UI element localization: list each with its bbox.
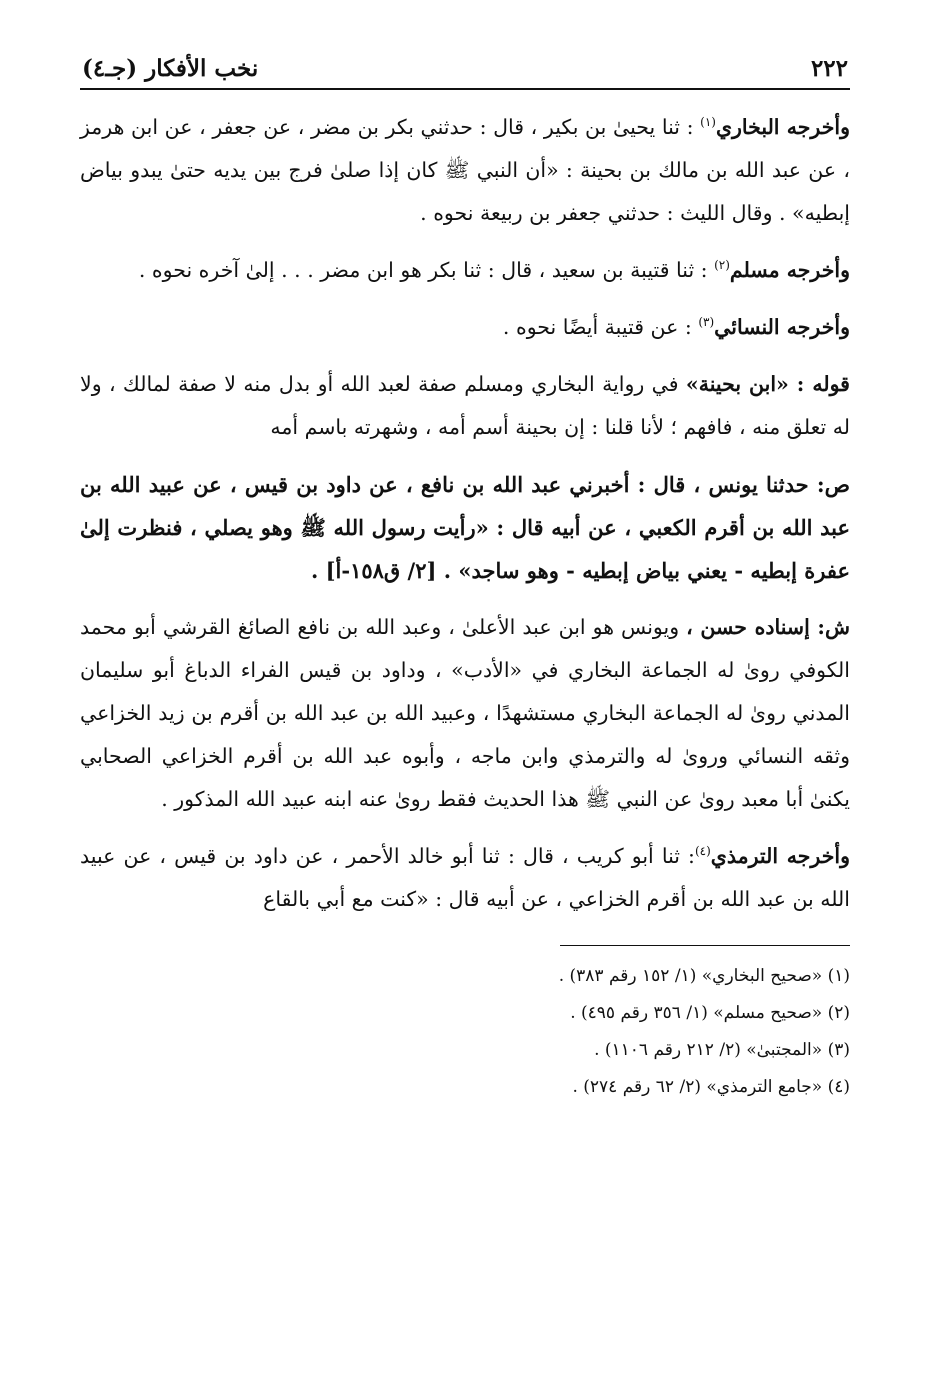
paragraph-text: ويونس هو ابن عبد الأعلىٰ ، وعبد الله بن نافع الصائغ القرشي أبو محمد الكوفي روىٰ له الجماعة البخاري في «الأدب» ، وداود بن قيس الفراء الدباغ أبو سليمان المدني روىٰ له الجماعة البخاري مستشهدًا ، وعبيد الله بن عبد الله بن أقرم بن زيد الخزاعي وثقه النسائي وروىٰ له والترمذي وابن ماجه ، وأبوه عبد الله بن أقرم الخزاعي الصحابي يكنىٰ أبا معبد روىٰ عن النبي ﷺ هذا الحديث فقط روىٰ عنه ابنه عبيد الله المذكور . bbox=[80, 615, 850, 811]
header-rule bbox=[80, 88, 850, 90]
footnote-ref: (٢) bbox=[714, 258, 730, 273]
paragraph-lead: ش: إسناده حسن ، bbox=[686, 615, 851, 639]
paragraph-text: : ثنا قتيبة بن سعيد ، قال : ثنا بكر هو ابن مضر . . . إلىٰ آخره نحوه . bbox=[138, 258, 715, 282]
footnotes bbox=[80, 958, 850, 1106]
paragraph-nasai bbox=[80, 306, 850, 349]
paragraph-text: : ثنا يحيىٰ بن بكير ، قال : حدثني بكر بن مضر ، عن جعفر ، عن ابن هرمز ، عن عبد الله بن مالك بن بحينة : «أن النبي ﷺ كان إذا صلىٰ فرج بين يديه حتىٰ يبدو بياض إبطيه» . وقال الليث : حدثني جعفر بن ربيعة نحوه . bbox=[80, 115, 850, 225]
paragraph-lead: قوله : «ابن بحينة» bbox=[685, 372, 850, 396]
footnote-divider bbox=[560, 945, 850, 946]
paragraph-hadith-text: ص: حدثنا يونس ، قال : أخبرني عبد الله بن نافع ، عن داود بن قيس ، عن عبيد الله بن عبد الله بن أقرم الكعبي ، عن أبيه قال : «رأيت رسول الله ﷺ وهو يصلي ، فنظرت إلىٰ عفرة إبطيه - يعني بياض إبطيه - وهو ساجد» . [٢/ ق١٥٨-أ] . bbox=[80, 472, 850, 583]
paragraph-tirmidhi bbox=[80, 835, 850, 921]
paragraph-text: : ثنا أبو كريب ، قال : ثنا أبو خالد الأحمر ، عن داود بن قيس ، عن عبيد الله بن عبد الله بن أقرم الخزاعي ، عن أبيه قال : «كنت مع أبي بالقاع bbox=[80, 844, 850, 911]
footnote: (٤) «جامع الترمذي» (٢/ ٦٢ رقم ٢٧٤) . bbox=[572, 1077, 850, 1097]
footnote-ref: (٣) bbox=[698, 315, 715, 330]
footnote: (٢) «صحيح مسلم» (١/ ٣٥٦ رقم ٤٩٥) . bbox=[570, 1003, 850, 1023]
paragraph-text: في رواية البخاري ومسلم صفة لعبد الله أو بدل منه لا صفة لمالك ، ولا له تعلق منه ، فافهم ؛ لأنا قلنا : إن بحينة أسم أمه ، وشهرته باسم أمه bbox=[80, 372, 850, 439]
book-page bbox=[80, 42, 850, 1342]
paragraph-lead: وأخرجه الترمذي bbox=[710, 844, 850, 868]
paragraph-lead: وأخرجه البخاري bbox=[715, 115, 850, 139]
page-header bbox=[80, 42, 850, 86]
paragraph-commentary bbox=[80, 363, 850, 449]
footnote: (١) «صحيح البخاري» (١/ ١٥٢ رقم ٣٨٣) . bbox=[558, 966, 850, 986]
paragraph-lead: وأخرجه النسائي bbox=[714, 315, 850, 339]
footnote: (٣) «المجتبىٰ» (٢/ ٢١٢ رقم ١١٠٦) . bbox=[594, 1040, 850, 1060]
paragraph-text: : عن قتيبة أيضًا نحوه . bbox=[502, 315, 699, 339]
footnote-ref: (٤) bbox=[694, 844, 711, 859]
paragraph-bukhari bbox=[80, 106, 850, 235]
paragraph-muslim bbox=[80, 249, 850, 292]
running-title: نخب الأفكار (جـ٤) bbox=[82, 55, 259, 82]
page-number: ٢٢٢ bbox=[810, 55, 848, 82]
paragraph-lead: وأخرجه مسلم bbox=[729, 258, 850, 282]
footnote-ref: (١) bbox=[700, 115, 716, 130]
paragraph-sharh bbox=[80, 606, 850, 821]
